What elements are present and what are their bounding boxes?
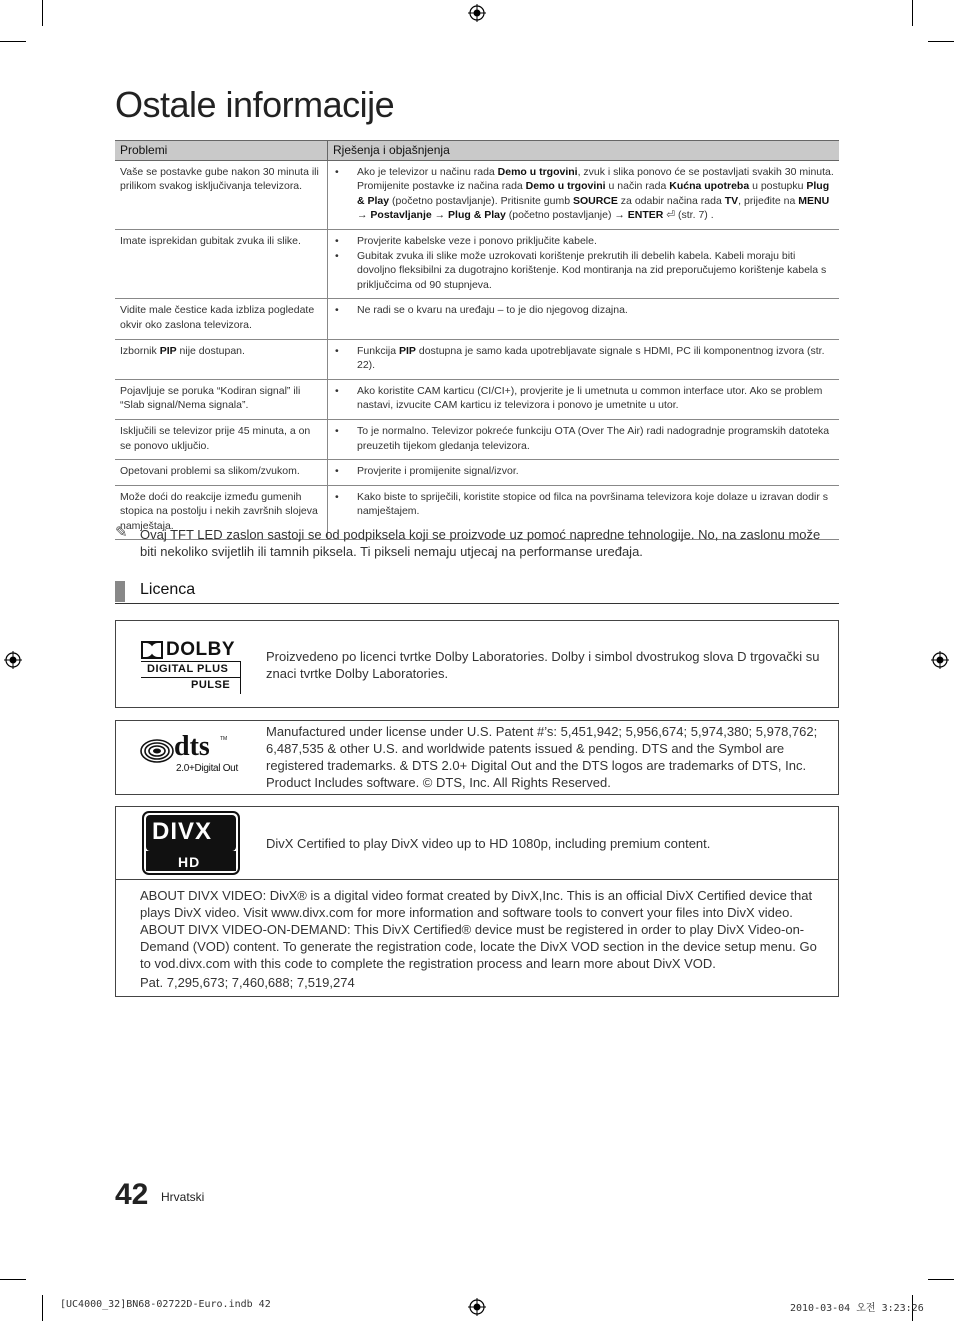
crop-mark	[42, 0, 43, 26]
divx-separator	[116, 879, 838, 880]
table-row	[115, 419, 839, 459]
bold-term: Postavljanje	[370, 209, 432, 222]
table-row	[115, 299, 839, 339]
bold-term: Plug & Play	[448, 209, 506, 222]
divx-license-text: DivX Certified to play DivX video up to HD 1080p, including premium content.	[266, 836, 711, 851]
text-run: Ako je televizor u načinu rada	[357, 165, 498, 178]
table-body	[115, 160, 839, 540]
bold-term: PIP	[159, 344, 177, 357]
table-row	[115, 229, 839, 298]
text-run: nije dostupan.	[176, 344, 245, 357]
solution-list	[333, 384, 834, 413]
crop-mark	[42, 1295, 43, 1321]
dts-logo	[140, 731, 244, 779]
dolby-logo-line2: PULSE	[191, 679, 231, 691]
dts-license-text: Manufactured under license under U.S. Patent #’s: 5,451,942; 5,956,674; 5,974,380; 5,978,762; 6,487,535 & other U.S. and worldwide patents issued & pending. DTS and the Symbol are registered trademarks. & DTS 2.0+ Digital Out and the DTS logos are trademarks of DTS, Inc. Product Includes software. © DTS, Inc. All Rights Reserved.	[266, 724, 818, 790]
dts-license-box	[115, 720, 839, 795]
problem-cell: Vidite male čestice kada izbliza pogledate okvir oko zaslona televizora.	[115, 299, 328, 339]
bold-term: Demo u trgovini	[525, 180, 606, 193]
text-run: →	[431, 209, 449, 222]
divx-license-box	[115, 806, 839, 997]
divx-logo-sub: HD	[178, 854, 201, 870]
divx-logo-word: DIVX	[152, 818, 213, 845]
solution-list	[333, 234, 834, 292]
text-run: Izbornik	[120, 344, 160, 357]
dts-logo-word: dts	[174, 731, 210, 762]
solution-cell	[328, 229, 840, 298]
solution-item	[357, 384, 834, 413]
dts-symbol-icon	[140, 738, 174, 764]
column-header-solutions: Rješenja i objašnjenja	[328, 141, 840, 161]
registration-mark-icon	[931, 651, 949, 669]
crop-mark	[928, 1279, 954, 1280]
divx-about-paragraph: ABOUT DIVX VIDEO: DivX® is a digital video format created by DivX,Inc. This is an official DivX Certified device that plays DivX video. Visit www.divx.com for more information and software tools to convert your files into DivX video. ABOUT DIVX VIDEO-ON-DEMAND: This DivX Certified® device must be registered in order to play DivX Video-on-Demand (VOD) content. To generate the registration code, locate the DivX VOD section in the device setup menu. Go to vod.divx.com with this code to complete the registration process and learn more about DivX VOD.	[140, 888, 817, 971]
text-run: Ako koristite CAM karticu (CI/CI+), provjerite je li umetnuta u common interface utor. Ako se problem nastavi, izvucite CAM karticu iz televizora i ponovo je umetnite u utor.	[357, 384, 823, 412]
text-run: To je normalno. Televizor pokreće funkciju OTA (Over The Air) radi nadogradnje programskih datoteka preuzetih tijekom gledanja televizora.	[357, 424, 830, 452]
pencil-note-icon: ✎	[115, 524, 128, 541]
divx-about-text	[140, 887, 830, 991]
text-run: Provjerite i promijenite signal/izvor.	[357, 465, 519, 478]
divx-patents: Pat. 7,295,673; 7,460,688; 7,519,274	[140, 975, 355, 990]
solution-item	[357, 490, 834, 519]
problem-cell	[115, 339, 328, 379]
problem-cell: Pojavljuje se poruka “Kodiran signal” ili “Slab signal/Nema signala”.	[115, 379, 328, 419]
footer-file-info: [UC4000_32]BN68-02722D-Euro.indb 42	[60, 1299, 271, 1310]
dolby-rule	[240, 661, 241, 694]
text-run: dostupna je samo kada upotrebljavate signale s HDMI, PC ili komponentnog izvora (str. 22).	[357, 344, 825, 372]
text-run: Funkcija	[357, 344, 400, 357]
solution-item	[357, 303, 834, 318]
bold-term: Demo u trgovini	[497, 165, 578, 178]
solution-item	[357, 234, 834, 249]
solution-item	[357, 464, 834, 479]
solution-cell	[328, 339, 840, 379]
crop-mark	[912, 0, 913, 26]
crop-mark	[928, 41, 954, 42]
text-run: Ne radi se o kvaru na uređaju – to je dio njegovog dizajna.	[357, 304, 628, 317]
solution-list	[333, 344, 834, 373]
table-row	[115, 339, 839, 379]
registration-mark-icon	[4, 651, 22, 669]
troubleshooting-table	[115, 140, 839, 540]
dolby-logo-line1: DIGITAL PLUS	[147, 663, 229, 675]
divx-logo	[142, 811, 240, 875]
text-run: (početno postavljanje). Pritisnite gumb	[389, 194, 573, 207]
solution-item	[357, 249, 834, 293]
crop-mark	[0, 1279, 26, 1280]
solution-cell	[328, 299, 840, 339]
problem-cell: Opetovani problemi sa slikom/zvukom.	[115, 460, 328, 486]
note-text: Ovaj TFT LED zaslon sastoji se od podpiksela koji se proizvode uz pomoć napredne tehnologije. No, na zaslonu može biti nekoliko svijetlih ili tamnih piksela. Ti pikseli nemaju utjecaj na performanse uređaja.	[140, 527, 821, 559]
bold-term: ENTER	[627, 209, 664, 222]
text-run: (početno postavljanje) →	[505, 209, 628, 222]
solution-cell	[328, 379, 840, 419]
dolby-logo-word: DOLBY	[166, 639, 235, 660]
solution-list	[333, 490, 834, 519]
text-run: ⏎ (str. 7) .	[663, 209, 714, 222]
text-run: Kako biste to spriječili, koristite stopice od filca na površinama televizora koje dolaze u izravan dodir s namještajem.	[357, 490, 828, 518]
problem-cell: Isključili se televizor prije 45 minuta, a on se ponovo uključio.	[115, 419, 328, 459]
text-run: , prijeđite na	[738, 194, 799, 207]
bold-term: Plug & Play	[357, 180, 830, 207]
dolby-license-text: Proizvedeno po licenci tvrtke Dolby Laboratories. Dolby i simbol dvostrukog slova D trgovački su znaci tvrtke Dolby Laboratories.	[266, 649, 820, 681]
bold-term: MENU	[798, 194, 830, 207]
text-run: Provjerite kabelske veze i ponovo priključite kabele.	[357, 234, 597, 247]
page-title: Ostale informacije	[115, 84, 395, 125]
dts-trademark: TM	[220, 736, 228, 742]
registration-mark-icon	[468, 4, 486, 22]
solution-list	[333, 424, 834, 453]
problem-cell: Može doći do reakcije između gumenih stopica na postolju i nekih završnih slojeva namještaja.	[115, 485, 328, 540]
solution-cell	[328, 160, 840, 229]
section-title: Licenca	[140, 581, 196, 598]
solution-list	[333, 303, 834, 318]
solution-cell	[328, 460, 840, 486]
bold-term: SOURCE	[572, 194, 618, 207]
solution-item	[357, 344, 834, 373]
solution-item	[357, 165, 834, 223]
section-marker	[115, 581, 125, 602]
note	[115, 526, 830, 560]
dolby-rule	[141, 661, 241, 662]
solution-cell	[328, 419, 840, 459]
page-number: 42	[115, 1178, 149, 1211]
dolby-double-d-icon	[141, 641, 163, 659]
problem-cell: Vaše se postavke gube nakon 30 minuta ili prilikom svakog isključivanja televizora.	[115, 160, 328, 229]
solution-list	[333, 165, 834, 223]
solution-item	[357, 424, 834, 453]
page-language: Hrvatski	[161, 1190, 205, 1204]
solution-list	[333, 464, 834, 479]
table-row	[115, 379, 839, 419]
registration-mark-icon	[468, 1298, 486, 1316]
text-run: Gubitak zvuka ili slike može uzrokovati korištenje prekrutih ili debelih kabela. Kabeli moraju biti dovoljno fleksibilni za dugotrajno korištenje. Kod montiranja na zid preporučujemo korištenje kabela s priključcima od 90 stupnjeva.	[357, 249, 827, 291]
text-run: u postupku	[749, 180, 807, 193]
problem-cell: Imate isprekidan gubitak zvuka ili slike.	[115, 229, 328, 298]
dts-logo-sub: 2.0+Digital Out	[176, 763, 238, 774]
section-heading	[115, 579, 839, 604]
bold-term: Kućna upotreba	[669, 180, 750, 193]
table-header-row	[115, 141, 839, 161]
column-header-problems: Problemi	[115, 141, 328, 161]
text-run: →	[357, 209, 371, 222]
dolby-logo	[141, 639, 243, 695]
text-run: u način rada	[605, 180, 670, 193]
dolby-license-box	[115, 620, 839, 708]
text-run: za odabir načina rada	[617, 194, 725, 207]
dolby-rule	[141, 677, 241, 678]
text-run: , zvuk i slika ponovo će se postavljati svakih 30 minuta. Promijenite postavke iz načina rada	[357, 165, 834, 193]
crop-mark	[0, 41, 26, 42]
bold-term: PIP	[399, 344, 416, 357]
footer-date: 2010-03-04 오전 3:23:26	[790, 1303, 924, 1314]
table-row	[115, 460, 839, 486]
table-row	[115, 160, 839, 229]
bold-term: TV	[724, 194, 739, 207]
